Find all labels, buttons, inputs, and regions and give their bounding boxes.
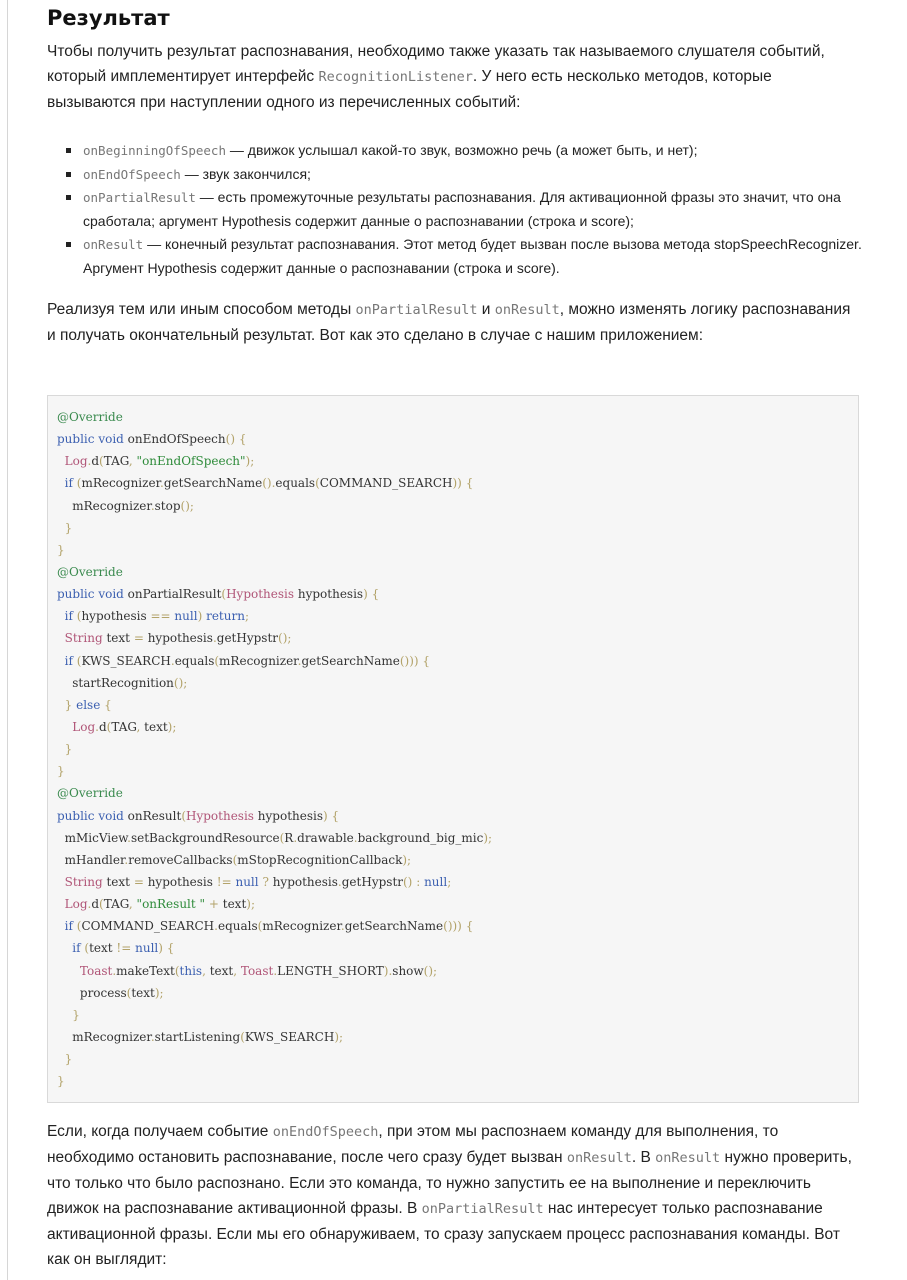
section-heading: Результат [47, 6, 170, 30]
bullet-icon [66, 172, 71, 177]
event-list [47, 139, 862, 280]
inline-code: onEndOfSpeech [272, 1124, 379, 1140]
code-line: if (hypothesis == null) return; [64, 609, 249, 624]
inline-code: onPartialResult [421, 1201, 544, 1217]
event-list-item [47, 186, 862, 233]
text-run: . У него есть несколько методов, которые вызываются при наступлении одного из перечисленных событий: [47, 68, 772, 111]
left-border-line [7, 0, 8, 1280]
code-line: process(text); [57, 985, 164, 1000]
code-line: @Override [57, 786, 123, 801]
event-list-item [47, 139, 862, 163]
event-list-item [47, 163, 862, 187]
intro-paragraph [47, 39, 862, 115]
bullet-icon [66, 195, 71, 200]
text-run: Чтобы получить результат распознавания, необходимо также указать так называемого слушателя событий, который имплементирует интерфейс [47, 43, 825, 85]
code-line: @Override [57, 410, 123, 424]
code-line: mHandler.removeCallbacks(mStopRecognitionCallback); [57, 852, 412, 867]
event-description: — движок услышал какой-то звук, возможно речь (а может быть, и нет); [226, 142, 698, 158]
code-line: } [57, 1074, 65, 1089]
text-run: нас интересует только распознавание активационной фразы. Если мы его обнаруживаем, то сразу запускаем процесс распознавания команды. Вот как он выглядит: [47, 1200, 840, 1268]
event-name: onEndOfSpeech [83, 166, 181, 182]
inline-code: onPartialResult [355, 302, 478, 318]
text-run: нужно проверить, что только что было распознано. Если это команда, то нужно запустить ее на выполнение и переключить движок на распознавание активационной фразы. В [47, 1149, 852, 1217]
text-run: Если, когда получаем событие [47, 1123, 273, 1140]
bullet-icon [66, 242, 71, 247]
text-run: , можно изменять логику распознавания и получать окончательный результат. Вот как это сделано в случае с нашим приложением: [47, 301, 851, 344]
event-name: onPartialResult [83, 190, 196, 205]
inline-code: RecognitionListener [318, 69, 473, 85]
code-line: } [72, 1007, 80, 1022]
code-line: mRecognizer.startListening(KWS_SEARCH); [57, 1029, 344, 1044]
code-line: mMicView.setBackgroundResource(R.drawable.background_big_mic); [57, 830, 493, 845]
code-line: public void onPartialResult(Hypothesis hypothesis) { [57, 587, 380, 602]
code-line: Log.d(TAG, "onEndOfSpeech"); [64, 454, 255, 469]
code-line: String text = hypothesis.getHypstr(); [64, 631, 292, 646]
code-line: if (mRecognizer.getSearchName().equals(COMMAND_SEARCH)) { [64, 476, 474, 491]
code-line: public void onResult(Hypothesis hypothesis) { [57, 808, 340, 823]
event-list-item [47, 233, 862, 280]
code-line: } [64, 742, 73, 757]
code-line: startRecognition(); [57, 675, 188, 690]
text-run: , при этом мы распознаем команду для выполнения, то необходимо остановить распознавание, после чего сразу будет вызван [47, 1123, 779, 1166]
code-line: Log.d(TAG, text); [72, 719, 177, 734]
code-line: } else { [64, 697, 112, 712]
code-line: } [57, 764, 65, 779]
text-run: Реализуя тем или иным способом методы [47, 301, 356, 318]
text-run: и [477, 301, 495, 318]
bullet-icon [66, 148, 71, 153]
code-line: String text = hypothesis != null ? hypothesis.getHypstr() : null; [64, 874, 452, 889]
code-listing [57, 406, 492, 1092]
code-line: if (COMMAND_SEARCH.equals(mRecognizer.getSearchName())) { [64, 919, 474, 934]
code-line: } [64, 520, 73, 535]
code-line: if (KWS_SEARCH.equals(mRecognizer.getSearchName())) { [64, 653, 431, 668]
inline-code: onResult [655, 1150, 721, 1166]
inline-code: onResult [566, 1150, 632, 1166]
event-description: — конечный результат распознавания. Этот метод будет вызван после вызова метода stopSpeechRecognizer. Аргумент Hypothesis содержит данные о распознавании (строка и score). [83, 236, 862, 276]
code-line: Toast.makeText(this, text, Toast.LENGTH_SHORT).show(); [79, 963, 438, 978]
code-line: @Override [57, 564, 123, 579]
code-block [47, 395, 859, 1103]
event-name: onResult [83, 237, 144, 252]
code-line: Log.d(TAG, "onResult " + text); [64, 897, 255, 912]
code-line: } [57, 542, 65, 557]
explanation-paragraph [47, 1119, 862, 1272]
code-line: public void onEndOfSpeech() { [57, 432, 247, 447]
event-name: onBeginningOfSpeech [83, 143, 226, 158]
code-line: if (text != null) { [72, 941, 175, 956]
event-description: — есть промежуточные результаты распознавания. Для активационной фразы это значит, что она сработала; аргумент Hypothesis содержит данные о распознавании (строка и score); [83, 189, 841, 229]
event-description: — звук закончился; [180, 165, 311, 182]
code-line: mRecognizer.stop(); [57, 498, 194, 513]
code-line: } [64, 1052, 73, 1067]
inline-code: onResult [494, 302, 560, 318]
text-run: . В [631, 1149, 656, 1166]
implementation-paragraph [47, 297, 862, 348]
